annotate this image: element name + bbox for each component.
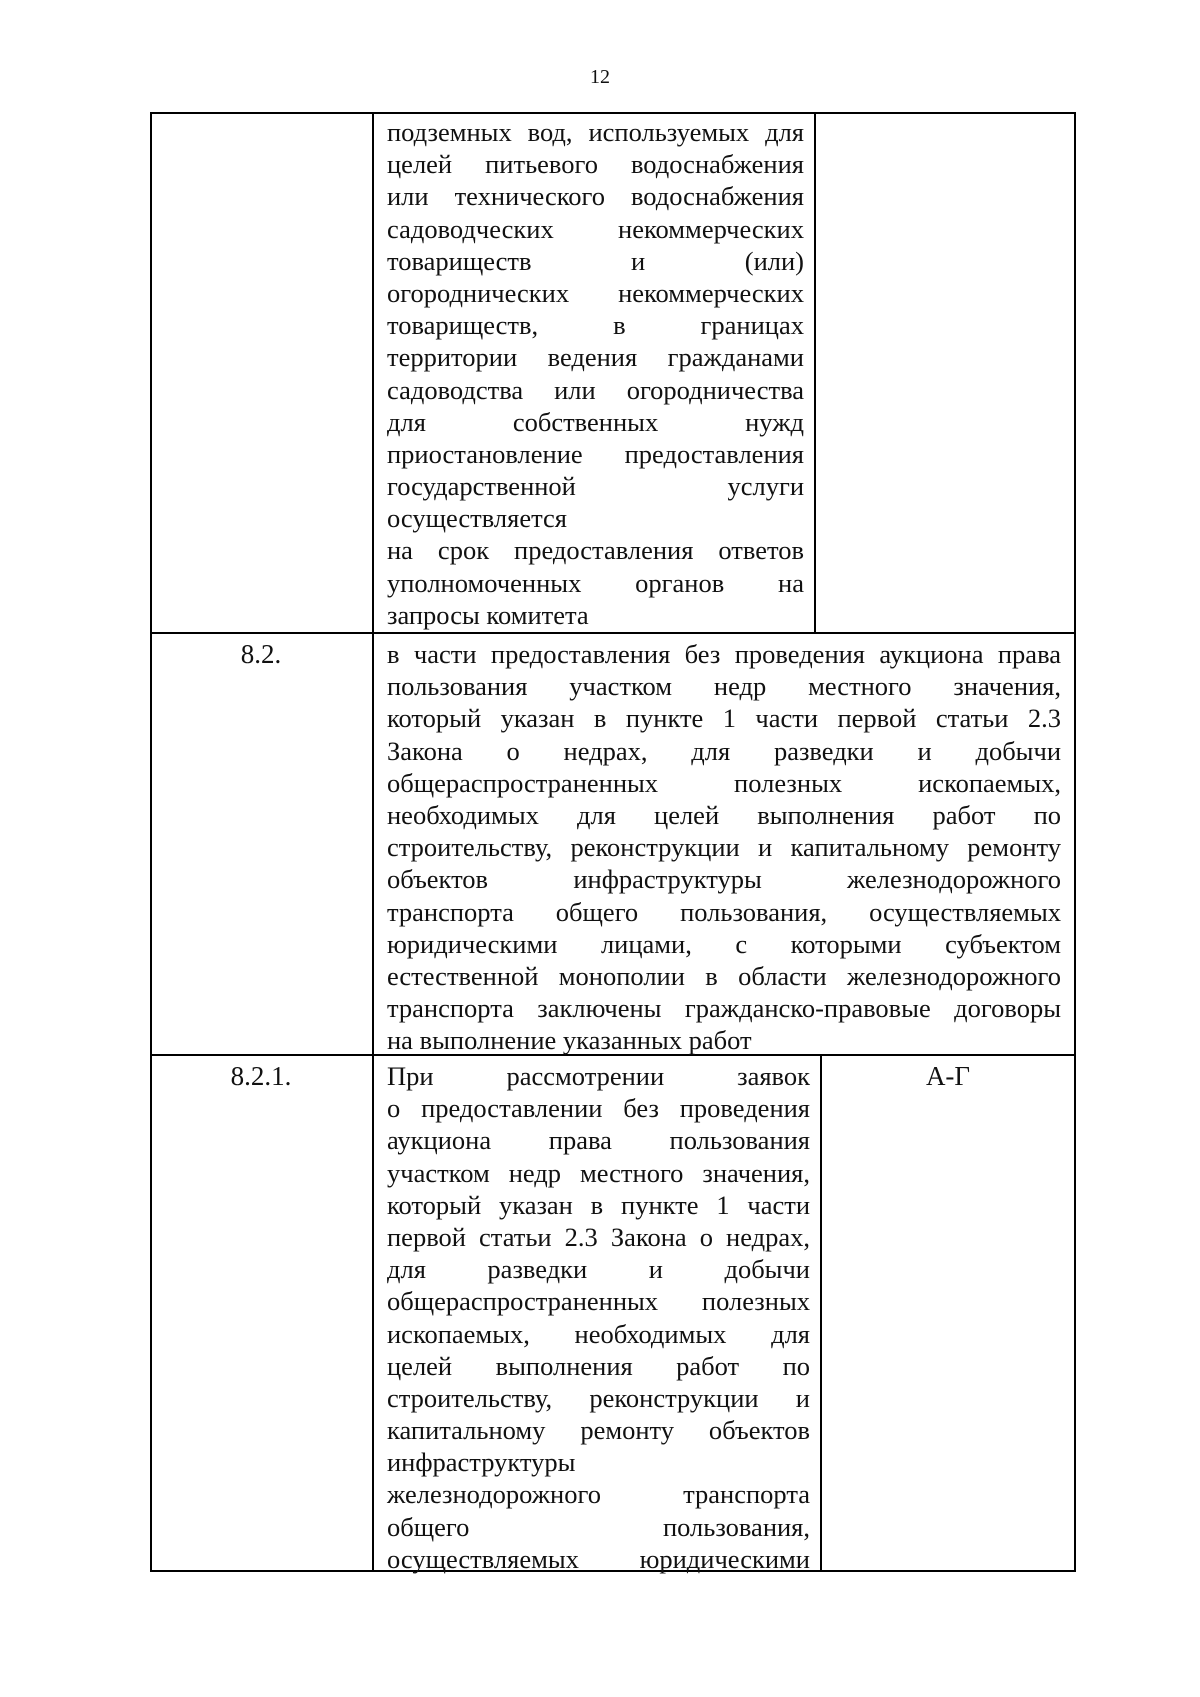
text-line: ископаемых, необходимых для <box>387 1318 810 1349</box>
text-line: строительству, реконструкции и капитальному ремонту <box>387 832 1061 863</box>
text-line: который указан в пункте 1 части первой статьи 2.3 <box>387 703 1061 734</box>
column-divider-number <box>372 112 374 1572</box>
text-line: в части предоставления без проведения аукциона права <box>387 639 1061 669</box>
text-line: При рассмотрении заявок <box>387 1061 810 1091</box>
regulation-table <box>150 112 1076 1572</box>
text-line: товариществ, в границах <box>387 310 804 341</box>
row-text <box>387 116 804 631</box>
row-divider-1 <box>150 632 1076 634</box>
text-line: на выполнение указанных работ <box>387 1025 752 1056</box>
column-divider-code-row1 <box>814 112 816 634</box>
text-line: государственной услуги <box>387 471 804 502</box>
text-line: уполномоченных органов на <box>387 567 804 598</box>
text-line: участком недр местного значения, <box>387 1157 810 1188</box>
text-line: запросы комитета <box>387 599 589 630</box>
text-line: целей питьевого водоснабжения <box>387 149 804 180</box>
text-line: на срок предоставления ответов <box>387 535 804 566</box>
text-line: необходимых для целей выполнения работ по <box>387 799 1061 830</box>
row-number: 8.2. <box>240 639 282 669</box>
text-line: огороднических некоммерческих <box>387 277 804 308</box>
text-line: естественной монополии в области железнодорожного <box>387 960 1061 991</box>
row-code: А-Г <box>925 1061 971 1091</box>
text-line: общего пользования, <box>387 1511 810 1542</box>
text-line: общераспространенных полезных <box>387 1286 810 1317</box>
text-line: территории ведения гражданами <box>387 342 804 373</box>
text-line: садоводства или огородничества <box>387 374 804 405</box>
text-line: строительству, реконструкции и <box>387 1382 810 1413</box>
text-line: транспорта общего пользования, осуществляемых <box>387 896 1061 927</box>
row-text <box>387 1060 810 1575</box>
text-line: юридическими лицами, с которыми субъектом <box>387 928 1061 959</box>
text-line: или технического водоснабжения <box>387 181 804 212</box>
text-line: который указан в пункте 1 части <box>387 1189 810 1220</box>
table-border-top <box>150 112 1076 114</box>
text-line: для разведки и добычи <box>387 1254 810 1285</box>
text-line: подземных вод, используемых для <box>387 117 804 147</box>
page-number: 12 <box>590 66 610 88</box>
text-line: для собственных нужд <box>387 406 804 437</box>
text-line: транспорта заключены гражданско-правовые договоры <box>387 993 1061 1024</box>
table-border-left <box>150 112 152 1572</box>
text-line: общераспространенных полезных ископаемых, <box>387 767 1061 798</box>
text-line: первой статьи 2.3 Закона о недрах, <box>387 1221 810 1252</box>
row-number: 8.2.1. <box>230 1061 292 1091</box>
table-border-right <box>1074 112 1076 1572</box>
text-line: Закона о недрах, для разведки и добычи <box>387 735 1061 766</box>
column-divider-code-row3 <box>820 1054 822 1572</box>
text-line: инфраструктуры <box>387 1447 576 1478</box>
text-line: товариществ и (или) <box>387 245 804 276</box>
text-line: пользования участком недр местного значения, <box>387 671 1061 702</box>
text-line: приостановление предоставления <box>387 438 804 469</box>
text-line: осуществляется <box>387 503 567 534</box>
text-line: о предоставлении без проведения <box>387 1093 810 1124</box>
text-line: осуществляемых юридическими <box>387 1543 810 1574</box>
text-line: аукциона права пользования <box>387 1125 810 1156</box>
text-line: объектов инфраструктуры железнодорожного <box>387 864 1061 895</box>
text-line: железнодорожного транспорта <box>387 1479 810 1510</box>
text-line: садоводческих некоммерческих <box>387 213 804 244</box>
text-line: целей выполнения работ по <box>387 1350 810 1381</box>
row-text <box>387 638 1061 1056</box>
text-line: капитальному ремонту объектов <box>387 1415 810 1446</box>
